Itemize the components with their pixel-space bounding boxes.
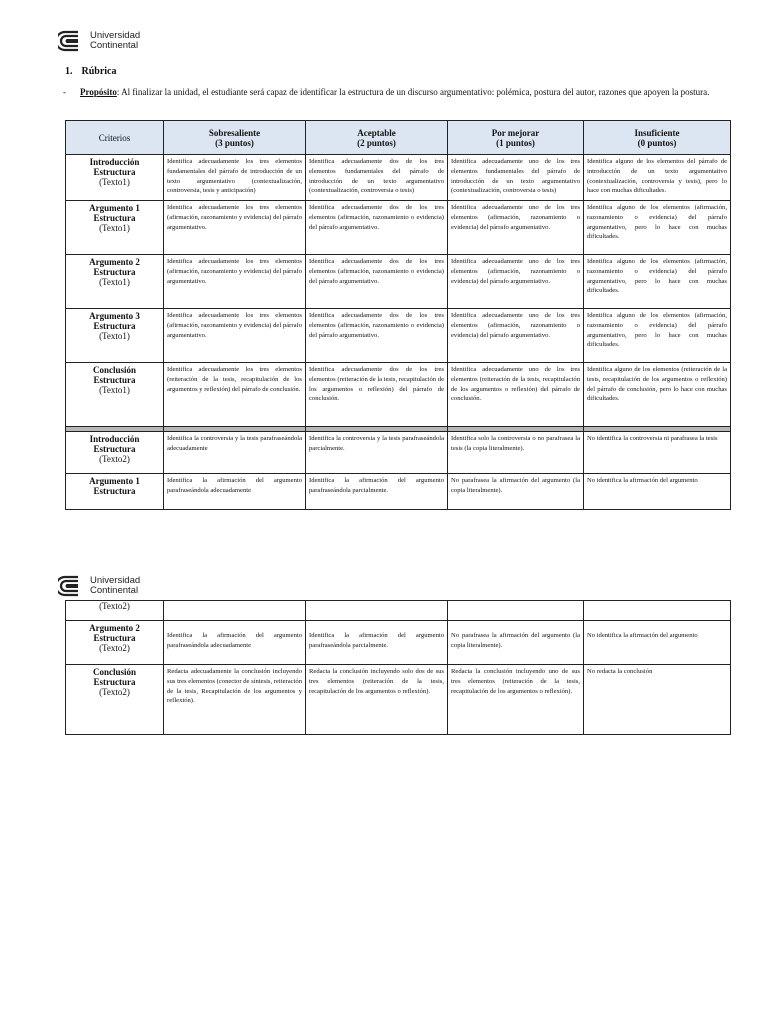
criterion-cell: Argumento 1 Estructura (Texto1) (66, 201, 164, 255)
university-logo (58, 30, 140, 52)
level-cell (448, 601, 584, 621)
level-cell: Identifica solo la controversia o no parafrasea la tesis (la copia literalmente). (448, 432, 584, 474)
logo-wordmark (90, 31, 140, 51)
level-cell: Identifica alguno de los elementos (reiteración de la tesis, recapitulación de los argumentos o reflexión) del párrafo de conclusión, pero lo hace con muchas dificultades. (584, 363, 731, 427)
level-cell: Identifica adecuadamente los tres elementos (afirmación, razonamiento y evidencia) del párrafo argumentativo. (164, 201, 306, 255)
section-number: 1. (65, 66, 73, 77)
level-cell: Identifica alguno de los elementos (afirmación, razonamiento o evidencia) del párrafo argumentativo, pero lo hace con muchas dificultades. (584, 309, 731, 363)
section-title: Rúbrica (81, 66, 117, 77)
level-cell: No identifica la afirmación del argumento (584, 474, 731, 510)
level-cell: Identifica la afirmación del argumento parafraseándola parcialmente. (306, 621, 448, 665)
level-cell: Identifica la controversia y la tesis parafraseándola adecuadamente (164, 432, 306, 474)
logo-line-2: Continental (90, 585, 139, 596)
level-cell: Redacta adecuadamente la conclusión incluyendo sus tres elementos (conector de síntesis, reiteración de la tesis, Recapitulación de los argumentos y reflexión). (164, 665, 306, 735)
criterion-cell: Argumento 3 Estructura (Texto1) (66, 309, 164, 363)
level-cell: Identifica adecuadamente uno de los tres elementos (afirmación, razonamiento o evidencia) del párrafo argumentativo. (448, 309, 584, 363)
table-row (66, 201, 731, 255)
table-row (66, 255, 731, 309)
level-cell: Identifica adecuadamente los tres elementos (afirmación, razonamiento y evidencia) del párrafo argumentativo. (164, 309, 306, 363)
level-cell: Identifica adecuadamente dos de los tres elementos (reiteración de la tesis, recapitulación de los argumentos o reflexión) del párrafo de conclusión. (306, 363, 448, 427)
level-cell: Identifica la afirmación del argumento parafraseándola parcialmente. (306, 474, 448, 510)
purpose-text: : Al finalizar la unidad, el estudiante será capaz de identificar la estructura de un discurso argumentativo: polémica, postura del autor, razones que apoyen la postura. (116, 87, 710, 97)
level-cell: Identifica adecuadamente uno de los tres elementos (afirmación, razonamiento o evidencia) del párrafo argumentativo. (448, 201, 584, 255)
table-row (66, 474, 731, 510)
logo-line-2: Continental (90, 40, 139, 51)
level-cell: Identifica adecuadamente los tres elementos (reiteración de la tesis, recapitulación de los argumentos y reflexión) del párrafo de conclusión. (164, 363, 306, 427)
criterion-cell: Conclusión Estructura (Texto2) (66, 665, 164, 735)
rubric-header-row (66, 121, 731, 155)
level-cell: Identifica alguno de los elementos del párrafo de introducción de un texto argumentativo (contextualización, controversia y tesis), pero lo hace con muchas dificultades. (584, 155, 731, 201)
criterion-cell: Argumento 2 Estructura (Texto2) (66, 621, 164, 665)
level-cell: No identifica la controversia ni parafrasea la tesis (584, 432, 731, 474)
header-criterios: Criterios (66, 121, 164, 155)
level-cell (584, 601, 731, 621)
criterion-cell: Argumento 2 Estructura (Texto1) (66, 255, 164, 309)
level-cell: No redacta la conclusión (584, 665, 731, 735)
header-por-mejorar: Por mejorar (1 puntos) (448, 121, 584, 155)
level-cell: Identifica alguno de los elementos (afirmación, razonamiento o evidencia) del párrafo argumentativo, pero lo hace con muchas dificultades. (584, 255, 731, 309)
table-row (66, 432, 731, 474)
criterion-cell: Conclusión Estructura (Texto1) (66, 363, 164, 427)
rubric-table-continued (65, 600, 731, 735)
level-cell (164, 601, 306, 621)
header-insuficiente: Insuficiente (0 puntos) (584, 121, 731, 155)
table-row (66, 155, 731, 201)
level-cell: No identifica la afirmación del argumento (584, 621, 731, 665)
level-cell: Identifica la controversia y la tesis parafraseándola parcialmente. (306, 432, 448, 474)
level-cell: Identifica adecuadamente los tres elementos (afirmación, razonamiento y evidencia) del párrafo argumentativo. (164, 255, 306, 309)
purpose-bullet: - (63, 87, 66, 97)
universidad-continental-logo-icon (58, 575, 84, 597)
logo-line-1: Universidad (90, 30, 141, 41)
header-aceptable: Aceptable (2 puntos) (306, 121, 448, 155)
level-cell: Identifica adecuadamente dos de los tres elementos (afirmación, razonamiento o evidencia) del párrafo argumentativo. (306, 201, 448, 255)
level-cell: Identifica la afirmación del argumento parafraseándola adecuadamente (164, 621, 306, 665)
level-cell: Redacta la conclusión incluyendo solo dos de sus tres elementos (reiteración de la tesis, recapitulación de los argumentos o reflexión). (306, 665, 448, 735)
purpose-statement (63, 87, 743, 97)
section-heading (65, 66, 117, 77)
level-cell: Identifica adecuadamente dos de los tres elementos (afirmación, razonamiento o evidencia) del párrafo argumentativo. (306, 309, 448, 363)
table-row (66, 621, 731, 665)
level-cell: Identifica adecuadamente uno de los tres elementos fundamentales del párrafo de introducción de un texto argumentativo (contextualización, controversia o tesis) (448, 155, 584, 201)
level-cell: Redacta la conclusión incluyendo uno de sus tres elementos (reiteración de la tesis, recapitulación de los argumentos o reflexión). (448, 665, 584, 735)
rubric-table (65, 120, 731, 510)
university-logo-page-2 (58, 575, 140, 597)
header-sobresaliente: Sobresaliente (3 puntos) (164, 121, 306, 155)
logo-line-1: Universidad (90, 575, 141, 586)
level-cell: Identifica adecuadamente uno de los tres elementos (reiteración de la tesis, recapitulación de los argumentos o reflexión) del párrafo de conclusión. (448, 363, 584, 427)
criterion-cell: Introducción Estructura (Texto1) (66, 155, 164, 201)
level-cell: Identifica la afirmación del argumento parafraseándola adecuadamente (164, 474, 306, 510)
level-cell (306, 601, 448, 621)
logo-wordmark (90, 576, 140, 596)
level-cell: No parafrasea la afirmación del argumento (la copia literalmente). (448, 621, 584, 665)
level-cell: Identifica alguno de los elementos (afirmación, razonamiento o evidencia) del párrafo argumentativo, pero lo hace con muchas dificultades. (584, 201, 731, 255)
criterion-cell: Introducción Estructura (Texto2) (66, 432, 164, 474)
purpose-label: Propósito (80, 87, 117, 97)
level-cell: Identifica adecuadamente dos de los tres elementos (afirmación, razonamiento o evidencia) del párrafo argumentativo. (306, 255, 448, 309)
criterion-cell: Argumento 1 Estructura (66, 474, 164, 510)
table-row (66, 363, 731, 427)
level-cell: No parafrasea la afirmación del argumento (la copia literalmente). (448, 474, 584, 510)
level-cell: Identifica adecuadamente dos de los tres elementos fundamentales del párrafo de introducción de un texto argumentativo (contextualización, controversia o tesis) (306, 155, 448, 201)
level-cell: Identifica adecuadamente los tres elementos fundamentales del párrafo de introducción de un texto argumentativo (contextualización, controversia, tesis y anticipación) (164, 155, 306, 201)
level-cell: Identifica adecuadamente uno de los tres elementos (afirmación, razonamiento o evidencia) del párrafo argumentativo. (448, 255, 584, 309)
table-row (66, 665, 731, 735)
universidad-continental-logo-icon (58, 30, 84, 52)
table-row (66, 601, 731, 621)
criterion-cell: (Texto2) (66, 601, 164, 621)
table-row (66, 309, 731, 363)
